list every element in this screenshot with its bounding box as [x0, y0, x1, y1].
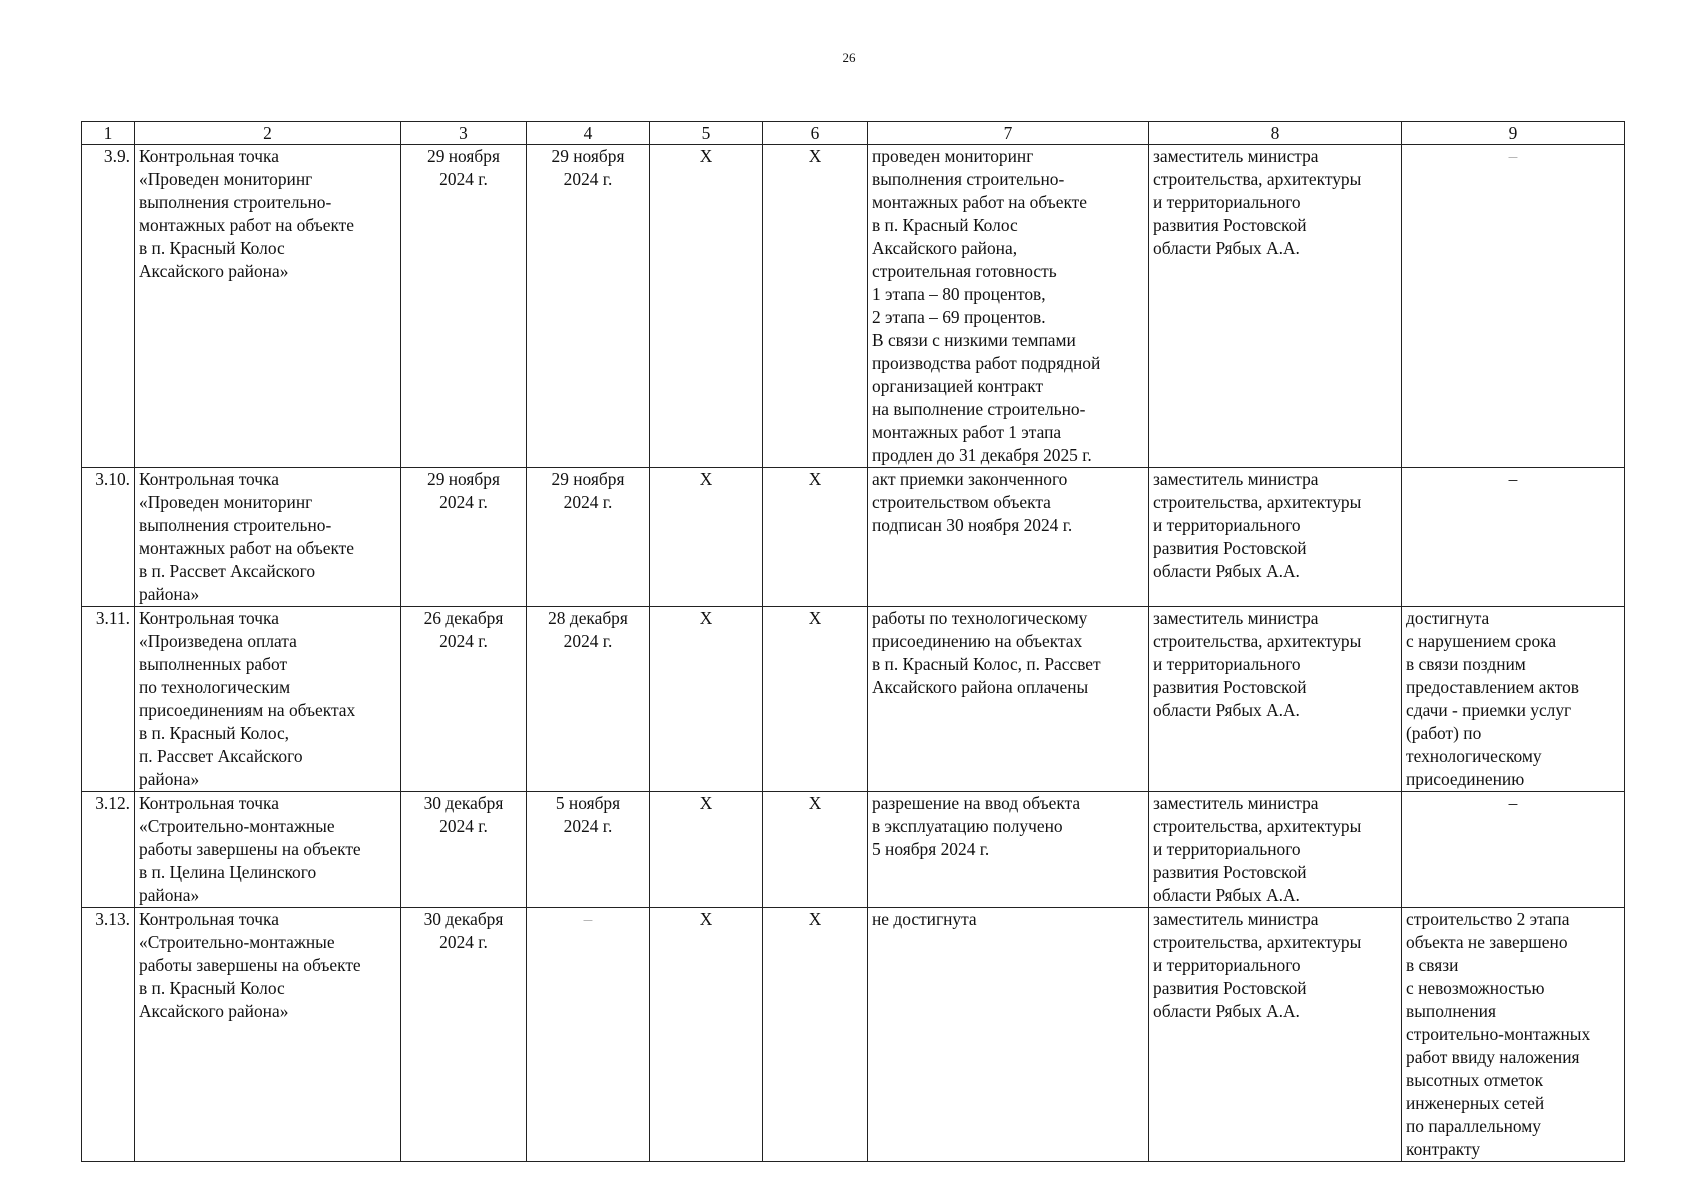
row-number: 3.10.: [82, 468, 135, 607]
table-row: [82, 607, 1625, 792]
checkpoint-name: Контрольная точка «Произведена оплата выполненных работ по технологическим присоединениям на объектах в п. Красный Колос, п. Рассвет Аксайского района»: [135, 607, 401, 792]
result-text: работы по технологическому присоединению на объектах в п. Красный Колос, п. Рассвет Аксайского района оплачены: [868, 607, 1149, 792]
table-row: [82, 145, 1625, 468]
cell-col5: Х: [650, 607, 763, 792]
cell-col6: Х: [763, 607, 868, 792]
cell-col5: Х: [650, 908, 763, 1162]
note-text: достигнута с нарушением срока в связи поздним предоставлением актов сдачи - приемки услуг (работ) по технологическому присоединению: [1402, 607, 1625, 792]
page-number: 26: [842, 50, 856, 65]
responsible-person: заместитель министра строительства, архитектуры и территориального развития Ростовской области Рябых А.А.: [1149, 607, 1402, 792]
plan-date: 29 ноября 2024 г.: [401, 468, 527, 607]
column-header: 9: [1402, 122, 1625, 145]
table-row: [82, 468, 1625, 607]
row-number: 3.12.: [82, 792, 135, 908]
fact-date: 28 декабря 2024 г.: [527, 607, 650, 792]
fact-date: 29 ноября 2024 г.: [527, 468, 650, 607]
column-header: 3: [401, 122, 527, 145]
column-header: 8: [1149, 122, 1402, 145]
note-text: строительство 2 этапа объекта не завершено в связи с невозможностью выполнения строительно-монтажных работ ввиду наложения высотных отметок инженерных сетей по параллельному контракту: [1402, 908, 1625, 1162]
checkpoint-name: Контрольная точка «Строительно-монтажные работы завершены на объекте в п. Целина Целинского района»: [135, 792, 401, 908]
header-row: [82, 122, 1625, 145]
column-header: 7: [868, 122, 1149, 145]
cell-col6: Х: [763, 908, 868, 1162]
checkpoint-name: Контрольная точка «Строительно-монтажные работы завершены на объекте в п. Красный Колос Аксайского района»: [135, 908, 401, 1162]
row-number: 3.9.: [82, 145, 135, 468]
table-row: [82, 908, 1625, 1162]
result-text: акт приемки законченного строительством объекта подписан 30 ноября 2024 г.: [868, 468, 1149, 607]
column-header: 2: [135, 122, 401, 145]
result-text: разрешение на ввод объекта в эксплуатацию получено 5 ноября 2024 г.: [868, 792, 1149, 908]
result-text: проведен мониторинг выполнения строительно- монтажных работ на объекте в п. Красный Колос Аксайского района, строительная готовность 1 этапа – 80 процентов, 2 этапа – 69 процентов. В связи с низкими темпами производства работ подрядной организацией контракт на выполнение строительно- монтажных работ 1 этапа продлен до 31 декабря 2025 г.: [868, 145, 1149, 468]
column-header: 4: [527, 122, 650, 145]
cell-col5: Х: [650, 145, 763, 468]
responsible-person: заместитель министра строительства, архитектуры и территориального развития Ростовской области Рябых А.А.: [1149, 468, 1402, 607]
row-number: 3.13.: [82, 908, 135, 1162]
table-row: [82, 792, 1625, 908]
note-text: –: [1402, 792, 1625, 908]
fact-date: 29 ноября 2024 г.: [527, 145, 650, 468]
note-text: –: [1402, 468, 1625, 607]
cell-col6: Х: [763, 145, 868, 468]
responsible-person: заместитель министра строительства, архитектуры и территориального развития Ростовской области Рябых А.А.: [1149, 145, 1402, 468]
cell-col5: Х: [650, 792, 763, 908]
cell-col5: Х: [650, 468, 763, 607]
cell-col6: Х: [763, 792, 868, 908]
responsible-person: заместитель министра строительства, архитектуры и территориального развития Ростовской области Рябых А.А.: [1149, 792, 1402, 908]
plan-date: 30 декабря 2024 г.: [401, 792, 527, 908]
plan-date: 26 декабря 2024 г.: [401, 607, 527, 792]
plan-date: 30 декабря 2024 г.: [401, 908, 527, 1162]
plan-date: 29 ноября 2024 г.: [401, 145, 527, 468]
column-header: 5: [650, 122, 763, 145]
cell-col6: Х: [763, 468, 868, 607]
checkpoint-name: Контрольная точка «Проведен мониторинг выполнения строительно- монтажных работ на объекте в п. Красный Колос Аксайского района»: [135, 145, 401, 468]
responsible-person: заместитель министра строительства, архитектуры и территориального развития Ростовской области Рябых А.А.: [1149, 908, 1402, 1162]
checkpoint-name: Контрольная точка «Проведен мониторинг выполнения строительно- монтажных работ на объекте в п. Рассвет Аксайского района»: [135, 468, 401, 607]
column-header: 1: [82, 122, 135, 145]
note-text: –: [1402, 145, 1625, 468]
fact-date: 5 ноября 2024 г.: [527, 792, 650, 908]
report-table: [81, 121, 1625, 1162]
column-header: 6: [763, 122, 868, 145]
result-text: не достигнута: [868, 908, 1149, 1162]
fact-date: –: [527, 908, 650, 1162]
row-number: 3.11.: [82, 607, 135, 792]
